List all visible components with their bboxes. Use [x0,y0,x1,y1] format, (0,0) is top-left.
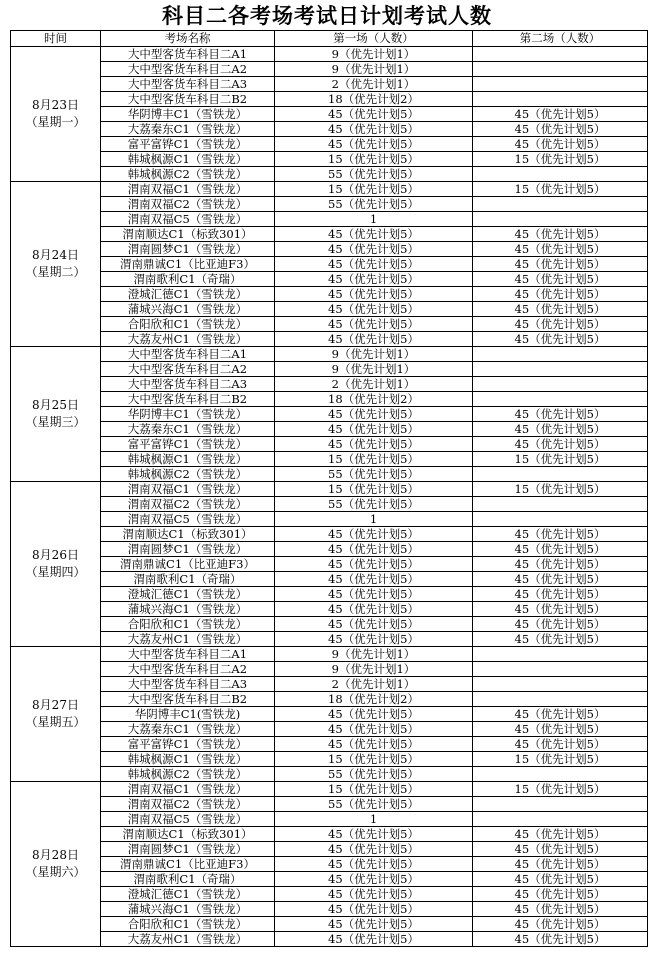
date-label: 8月28日 [32,848,79,862]
table-row [11,182,648,197]
session-2-cell: 45（优先计划5） [473,587,648,602]
venue-cell: 华阴博丰C1（雪铁龙） [101,107,275,122]
venue-cell: 大中型客货车科目二A2 [101,662,275,677]
table-row [11,92,648,107]
session-2-cell: 45（优先计划5） [473,137,648,152]
table-row [11,47,648,62]
venue-cell: 韩城枫源C1（雪铁龙） [101,152,275,167]
session-1-cell: 45（优先计划5） [275,872,473,887]
venue-cell: 渭南顺达C1（标致301） [101,527,275,542]
session-1-cell: 15（优先计划5） [275,752,473,767]
table-row [11,152,648,167]
table-row [11,917,648,932]
session-1-cell: 18（优先计划2） [275,392,473,407]
table-row [11,527,648,542]
venue-cell: 合阳欣和C1（雪铁龙） [101,317,275,332]
session-1-cell: 15（优先计划5） [275,482,473,497]
session-2-cell: 45（优先计划5） [473,887,648,902]
venue-cell: 大荔友州C1（雪铁龙） [101,932,275,947]
session-1-cell: 45（优先计划5） [275,542,473,557]
session-1-cell: 45（优先计划5） [275,602,473,617]
session-2-cell: 15（优先计划5） [473,152,648,167]
session-1-cell: 55（优先计划5） [275,497,473,512]
session-2-cell: 45（优先计划5） [473,932,648,947]
session-1-cell: 2（优先计划1） [275,77,473,92]
session-2-cell: 45（优先计划5） [473,107,648,122]
session-1-cell: 45（优先计划5） [275,137,473,152]
session-1-cell: 15（优先计划5） [275,452,473,467]
session-1-cell: 55（优先计划5） [275,167,473,182]
table-row [11,902,648,917]
session-1-cell: 2（优先计划1） [275,377,473,392]
session-2-cell: 45（优先计划5） [473,302,648,317]
weekday-label: （星期二） [25,265,86,279]
table-row [11,452,648,467]
venue-cell: 渭南双福C1（雪铁龙） [101,482,275,497]
session-2-cell [473,197,648,212]
session-1-cell: 45（优先计划5） [275,527,473,542]
table-row [11,497,648,512]
session-2-cell: 45（优先计划5） [473,707,648,722]
session-2-cell: 45（优先计划5） [473,722,648,737]
session-2-cell [473,212,648,227]
session-2-cell: 15（优先计划5） [473,752,648,767]
session-2-cell: 45（优先计划5） [473,842,648,857]
session-1-cell: 45（优先计划5） [275,572,473,587]
table-row [11,302,648,317]
session-1-cell: 45（优先计划5） [275,257,473,272]
session-2-cell [473,347,648,362]
venue-cell: 韩城枫源C2（雪铁龙） [101,767,275,782]
session-1-cell: 9（优先计划1） [275,362,473,377]
table-row [11,842,648,857]
venue-cell: 渭南鼎诚C1（比亚迪F3） [101,557,275,572]
session-2-cell: 15（优先计划5） [473,452,648,467]
venue-cell: 大中型客货车科目二A3 [101,677,275,692]
session-1-cell: 15（优先计划5） [275,152,473,167]
session-1-cell: 45（优先计划5） [275,632,473,647]
date-cell [11,347,101,482]
table-row [11,317,648,332]
table-row [11,782,648,797]
venue-cell: 大荔秦东C1（雪铁龙） [101,122,275,137]
table-row [11,212,648,227]
session-2-cell: 45（优先计划5） [473,422,648,437]
session-1-cell: 45（优先计划5） [275,617,473,632]
table-row [11,857,648,872]
session-1-cell: 1 [275,212,473,227]
session-1-cell: 45（优先计划5） [275,122,473,137]
venue-cell: 渭南双福C5（雪铁龙） [101,212,275,227]
session-1-cell: 45（优先计划5） [275,857,473,872]
date-label: 8月26日 [32,548,79,562]
session-1-cell: 45（优先计划5） [275,902,473,917]
table-row [11,422,648,437]
table-row [11,77,648,92]
venue-cell: 澄城汇德C1（雪铁龙） [101,287,275,302]
session-2-cell: 45（优先计划5） [473,122,648,137]
venue-cell: 大中型客货车科目二A2 [101,62,275,77]
session-2-cell: 45（优先计划5） [473,857,648,872]
table-row [11,632,648,647]
table-row [11,257,648,272]
session-2-cell [473,677,648,692]
date-cell [11,647,101,782]
venue-cell: 渭南双福C5（雪铁龙） [101,512,275,527]
session-1-cell: 45（优先计划5） [275,317,473,332]
session-2-cell [473,92,648,107]
venue-cell: 韩城枫源C2（雪铁龙） [101,167,275,182]
session-2-cell: 45（优先计划5） [473,407,648,422]
session-1-cell: 45（优先计划5） [275,272,473,287]
session-1-cell: 1 [275,512,473,527]
page-title: 科目二各考场考试日计划考试人数 [162,4,492,28]
table-row [11,692,648,707]
session-1-cell: 45（优先计划5） [275,917,473,932]
venue-cell: 渭南鼎诚C1（比亚迪F3） [101,257,275,272]
venue-cell: 大荔友州C1（雪铁龙） [101,332,275,347]
header-venue: 考场名称 [101,31,275,47]
venue-cell: 渭南歌利C1（奇瑞） [101,572,275,587]
table-row [11,467,648,482]
venue-cell: 渭南双福C2（雪铁龙） [101,497,275,512]
session-1-cell: 45（优先计划5） [275,722,473,737]
table-row [11,347,648,362]
table-row [11,587,648,602]
session-2-cell: 45（优先计划5） [473,242,648,257]
session-2-cell: 45（优先计划5） [473,332,648,347]
session-1-cell: 45（优先计划5） [275,287,473,302]
weekday-label: （星期四） [25,565,86,579]
date-cell [11,182,101,347]
table-row [11,752,648,767]
venue-cell: 富平富铧C1（雪铁龙） [101,737,275,752]
table-row [11,287,648,302]
session-2-cell [473,392,648,407]
table-row [11,377,648,392]
venue-cell: 渭南双福C5（雪铁龙） [101,812,275,827]
session-2-cell [473,692,648,707]
date-label: 8月27日 [32,698,79,712]
venue-cell: 富平富铧C1（雪铁龙） [101,137,275,152]
table-row [11,482,648,497]
table-row [11,677,648,692]
table-row [11,647,648,662]
venue-cell: 大荔秦东C1（雪铁龙） [101,722,275,737]
table-row [11,542,648,557]
session-1-cell: 45（优先计划5） [275,302,473,317]
venue-cell: 渭南顺达C1（标致301） [101,827,275,842]
table-row [11,512,648,527]
venue-cell: 渭南双福C2（雪铁龙） [101,797,275,812]
table-row [11,227,648,242]
venue-cell: 韩城枫源C1（雪铁龙） [101,452,275,467]
table-row [11,167,648,182]
venue-cell: 大中型客货车科目二A2 [101,362,275,377]
session-1-cell: 45（优先计划5） [275,842,473,857]
venue-cell: 大中型客货车科目二A1 [101,647,275,662]
session-2-cell: 45（优先计划5） [473,617,648,632]
session-1-cell: 55（优先计划5） [275,467,473,482]
table-row [11,62,648,77]
table-row [11,197,648,212]
session-2-cell [473,662,648,677]
session-2-cell: 45（优先计划5） [473,287,648,302]
table-row [11,137,648,152]
venue-cell: 大中型客货车科目二B2 [101,692,275,707]
session-2-cell: 45（优先计划5） [473,902,648,917]
session-1-cell: 18（优先计划2） [275,692,473,707]
venue-cell: 华阴博丰C1（雪铁龙） [101,407,275,422]
session-1-cell: 18（优先计划2） [275,92,473,107]
venue-cell: 渭南顺达C1（标致301） [101,227,275,242]
session-1-cell: 15（优先计划5） [275,182,473,197]
date-label: 8月24日 [32,248,79,262]
table-row [11,392,648,407]
session-2-cell [473,377,648,392]
table-row [11,887,648,902]
header-session-2: 第二场（人数） [473,31,648,47]
session-2-cell [473,767,648,782]
venue-cell: 大中型客货车科目二A3 [101,377,275,392]
session-2-cell: 45（优先计划5） [473,917,648,932]
session-2-cell [473,47,648,62]
session-1-cell: 1 [275,812,473,827]
table-row [11,572,648,587]
table-row [11,557,648,572]
table-row [11,602,648,617]
session-1-cell: 9（优先计划1） [275,347,473,362]
session-1-cell: 9（优先计划1） [275,62,473,77]
session-1-cell: 9（优先计划1） [275,662,473,677]
header-session-1: 第一场（人数） [275,31,473,47]
session-2-cell [473,62,648,77]
session-1-cell: 45（优先计划5） [275,107,473,122]
session-2-cell: 45（优先计划5） [473,572,648,587]
session-2-cell: 15（优先计划5） [473,482,648,497]
date-label: 8月23日 [32,98,79,112]
table-row [11,737,648,752]
venue-cell: 渭南圆梦C1（雪铁龙） [101,542,275,557]
session-1-cell: 15（优先计划5） [275,782,473,797]
session-2-cell: 45（优先计划5） [473,542,648,557]
venue-cell: 渭南圆梦C1（雪铁龙） [101,242,275,257]
session-2-cell: 45（优先计划5） [473,602,648,617]
table-row [11,437,648,452]
session-1-cell: 45（优先计划5） [275,887,473,902]
session-2-cell [473,512,648,527]
session-2-cell: 45（优先计划5） [473,872,648,887]
session-2-cell [473,362,648,377]
table-row [11,827,648,842]
venue-cell: 富平富铧C1（雪铁龙） [101,437,275,452]
venue-cell: 渭南鼎诚C1（比亚迪F3） [101,857,275,872]
table-row [11,662,648,677]
table-row [11,407,648,422]
venue-cell: 韩城枫源C1（雪铁龙） [101,752,275,767]
table-row [11,332,648,347]
venue-cell: 渭南双福C1（雪铁龙） [101,782,275,797]
session-2-cell [473,812,648,827]
venue-cell: 大中型客货车科目二B2 [101,392,275,407]
session-1-cell: 45（优先计划5） [275,227,473,242]
session-1-cell: 45（优先计划5） [275,587,473,602]
session-2-cell [473,467,648,482]
session-2-cell [473,647,648,662]
session-2-cell: 45（优先计划5） [473,272,648,287]
session-2-cell: 45（优先计划5） [473,527,648,542]
date-cell [11,782,101,947]
session-1-cell: 45（优先计划5） [275,242,473,257]
table-row [11,107,648,122]
session-1-cell: 45（优先计划5） [275,557,473,572]
table-row [11,617,648,632]
venue-cell: 大荔友州C1（雪铁龙） [101,632,275,647]
session-2-cell: 45（优先计划5） [473,632,648,647]
session-2-cell: 15（优先计划5） [473,782,648,797]
table-row [11,272,648,287]
weekday-label: （星期一） [25,115,86,129]
table-row [11,242,648,257]
venue-cell: 渭南歌利C1（奇瑞） [101,872,275,887]
session-2-cell: 45（优先计划5） [473,437,648,452]
session-1-cell: 45（优先计划5） [275,737,473,752]
venue-cell: 华阴博丰C1(雪铁龙) [101,707,275,722]
session-1-cell: 45（优先计划5） [275,332,473,347]
exam-schedule-table [10,30,648,947]
venue-cell: 大中型客货车科目二B2 [101,92,275,107]
venue-cell: 蒲城兴海C1（雪铁龙） [101,902,275,917]
session-1-cell: 45（优先计划5） [275,827,473,842]
table-row [11,812,648,827]
header-time: 时间 [11,31,101,47]
table-row [11,932,648,947]
session-1-cell: 45（优先计划5） [275,407,473,422]
table-row [11,797,648,812]
venue-cell: 大中型客货车科目二A3 [101,77,275,92]
session-1-cell: 2（优先计划1） [275,677,473,692]
date-cell [11,482,101,647]
venue-cell: 澄城汇德C1（雪铁龙） [101,887,275,902]
venue-cell: 渭南圆梦C1（雪铁龙） [101,842,275,857]
venue-cell: 蒲城兴海C1（雪铁龙） [101,302,275,317]
session-1-cell: 9（优先计划1） [275,47,473,62]
session-2-cell: 45（优先计划5） [473,827,648,842]
table-row [11,872,648,887]
venue-cell: 蒲城兴海C1（雪铁龙） [101,602,275,617]
session-2-cell: 45（优先计划5） [473,257,648,272]
session-2-cell: 45（优先计划5） [473,737,648,752]
table-row [11,767,648,782]
session-1-cell: 45（优先计划5） [275,422,473,437]
table-row [11,722,648,737]
venue-cell: 大荔秦东C1（雪铁龙） [101,422,275,437]
table-row [11,122,648,137]
session-1-cell: 55（优先计划5） [275,767,473,782]
header-row [11,31,648,47]
weekday-label: （星期五） [25,715,86,729]
session-1-cell: 45（优先计划5） [275,707,473,722]
weekday-label: （星期三） [25,415,86,429]
venue-cell: 合阳欣和C1（雪铁龙） [101,917,275,932]
session-2-cell: 45（优先计划5） [473,557,648,572]
venue-cell: 合阳欣和C1（雪铁龙） [101,617,275,632]
date-cell [11,47,101,182]
venue-cell: 大中型客货车科目二A1 [101,347,275,362]
schedule-body [11,47,648,947]
session-1-cell: 9（优先计划1） [275,647,473,662]
table-row [11,362,648,377]
table-row [11,707,648,722]
venue-cell: 渭南双福C2（雪铁龙） [101,197,275,212]
venue-cell: 渭南歌利C1（奇瑞） [101,272,275,287]
venue-cell: 渭南双福C1（雪铁龙） [101,182,275,197]
venue-cell: 韩城枫源C2（雪铁龙） [101,467,275,482]
session-2-cell: 45（优先计划5） [473,227,648,242]
date-label: 8月25日 [32,398,79,412]
session-1-cell: 55（优先计划5） [275,797,473,812]
session-2-cell [473,797,648,812]
venue-cell: 大中型客货车科目二A1 [101,47,275,62]
session-2-cell [473,497,648,512]
session-2-cell: 45（优先计划5） [473,317,648,332]
session-2-cell [473,77,648,92]
session-1-cell: 45（优先计划5） [275,932,473,947]
venue-cell: 澄城汇德C1（雪铁龙） [101,587,275,602]
session-2-cell [473,167,648,182]
session-2-cell: 15（优先计划5） [473,182,648,197]
session-1-cell: 55（优先计划5） [275,197,473,212]
session-1-cell: 45（优先计划5） [275,437,473,452]
weekday-label: （星期六） [25,865,86,879]
